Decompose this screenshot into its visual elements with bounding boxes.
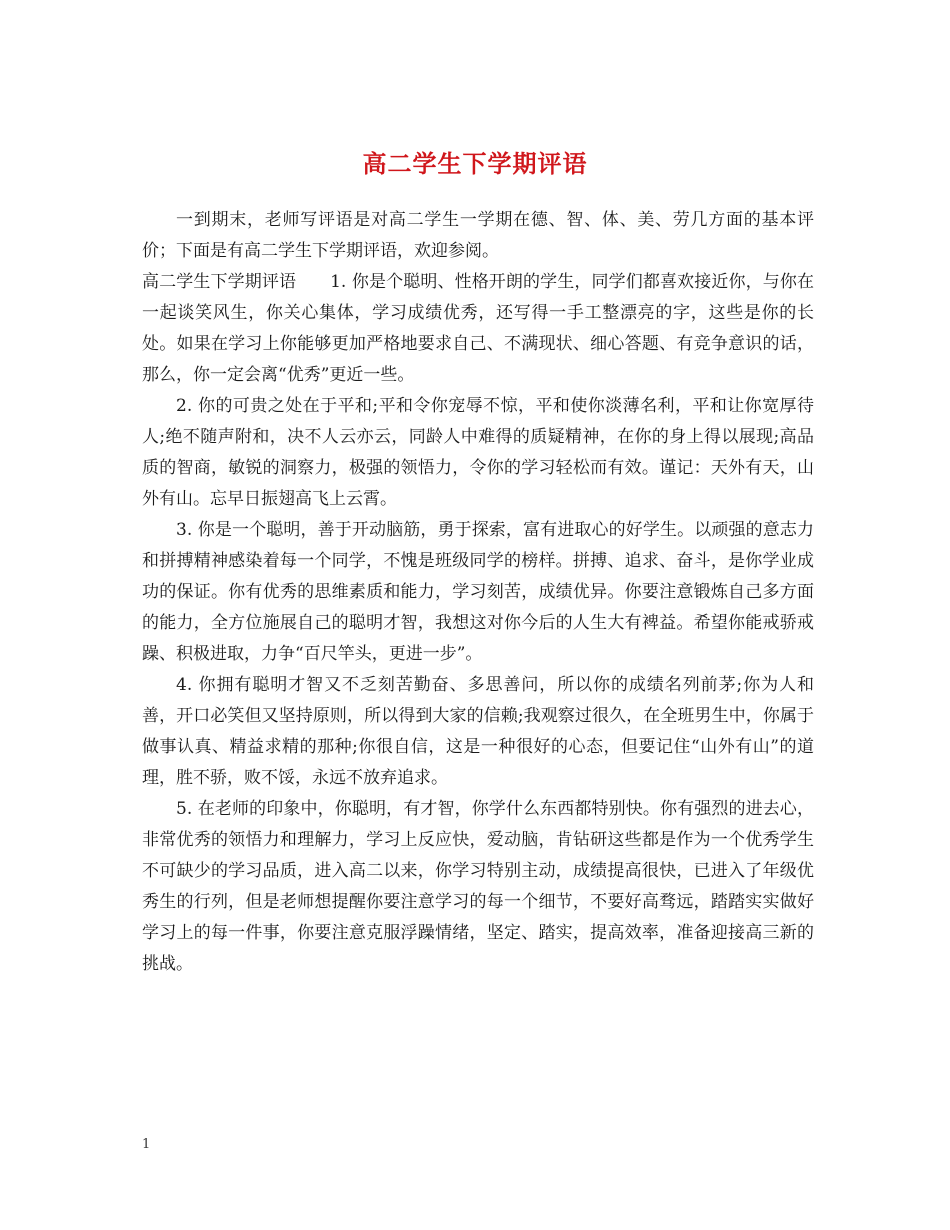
comment-paragraph-1 [142, 267, 814, 391]
intro-paragraph: 一到期末，老师写评语是对高二学生一学期在德、智、体、美、劳几方面的基本评价；下面是有高二学生下学期评语，欢迎参阅。 [142, 210, 814, 261]
page-number: 1 [142, 1137, 151, 1152]
comment-text-1: 1. 你是个聪明、性格开朗的学生，同学们都喜欢接近你，与你在一起谈笑风生，你关心集体，学习成绩优秀，还写得一手工整漂亮的字，这些是你的长处。如果在学习上你能够更加严格地要求自己、不满现状、细心答题、有竞争意识的话，那么，你一定会离“优秀”更近一些。 [142, 272, 814, 385]
document-body [142, 205, 814, 980]
comment-paragraph-5: 5. 在老师的印象中，你聪明，有才智，你学什么东西都特别快。你有强烈的进去心，非常优秀的领悟力和理解力，学习上反应快，爱动脑，肯钻研这些都是作为一个优秀学生不可缺少的学习品质，进入高二以来，你学习特别主动，成绩提高很快，已进入了年级优秀生的行列，但是老师想提醒你要注意学习的每一个细节，不要好高骛远，踏踏实实做好学习上的每一件事，你要注意克服浮躁情绪，坚定、踏实，提高效率，准备迎接高三新的挑战。 [142, 799, 814, 974]
comment-paragraph-4: 4. 你拥有聪明才智又不乏刻苦勤奋、多思善问，所以你的成绩名列前茅;你为人和善，开口必笑但又坚持原则，所以得到大家的信赖;我观察过很久，在全班男生中，你属于做事认真、精益求精的那种;你很自信，这是一种很好的心态，但要记住“山外有山”的道理，胜不骄，败不馁，永远不放弃追求。 [142, 675, 814, 788]
comment-paragraph-2: 2. 你的可贵之处在于平和;平和令你宠辱不惊，平和使你淡薄名利，平和让你宽厚待人;绝不随声附和，决不人云亦云，同龄人中难得的质疑精神，在你的身上得以展现;高品质的智商，敏锐的洞察力，极强的领悟力，令你的学习轻松而有效。谨记：天外有天，山外有山。忘早日振翅高飞上云霄。 [142, 396, 814, 509]
section-label: 高二学生下学期评语 [142, 272, 297, 292]
comment-paragraph-3: 3. 你是一个聪明，善于开动脑筋，勇于探索，富有进取心的好学生。以顽强的意志力和拼搏精神感染着每一个同学，不愧是班级同学的榜样。拼搏、追求、奋斗，是你学业成功的保证。你有优秀的思维素质和能力，学习刻苦，成绩优异。你要注意锻炼自己多方面的能力，全方位施展自己的聪明才智，我想这对你今后的人生大有裨益。希望你能戒骄戒躁、积极进取，力争“百尺竿头，更进一步”。 [142, 520, 814, 664]
document-title: 高二学生下学期评语 [362, 149, 588, 179]
